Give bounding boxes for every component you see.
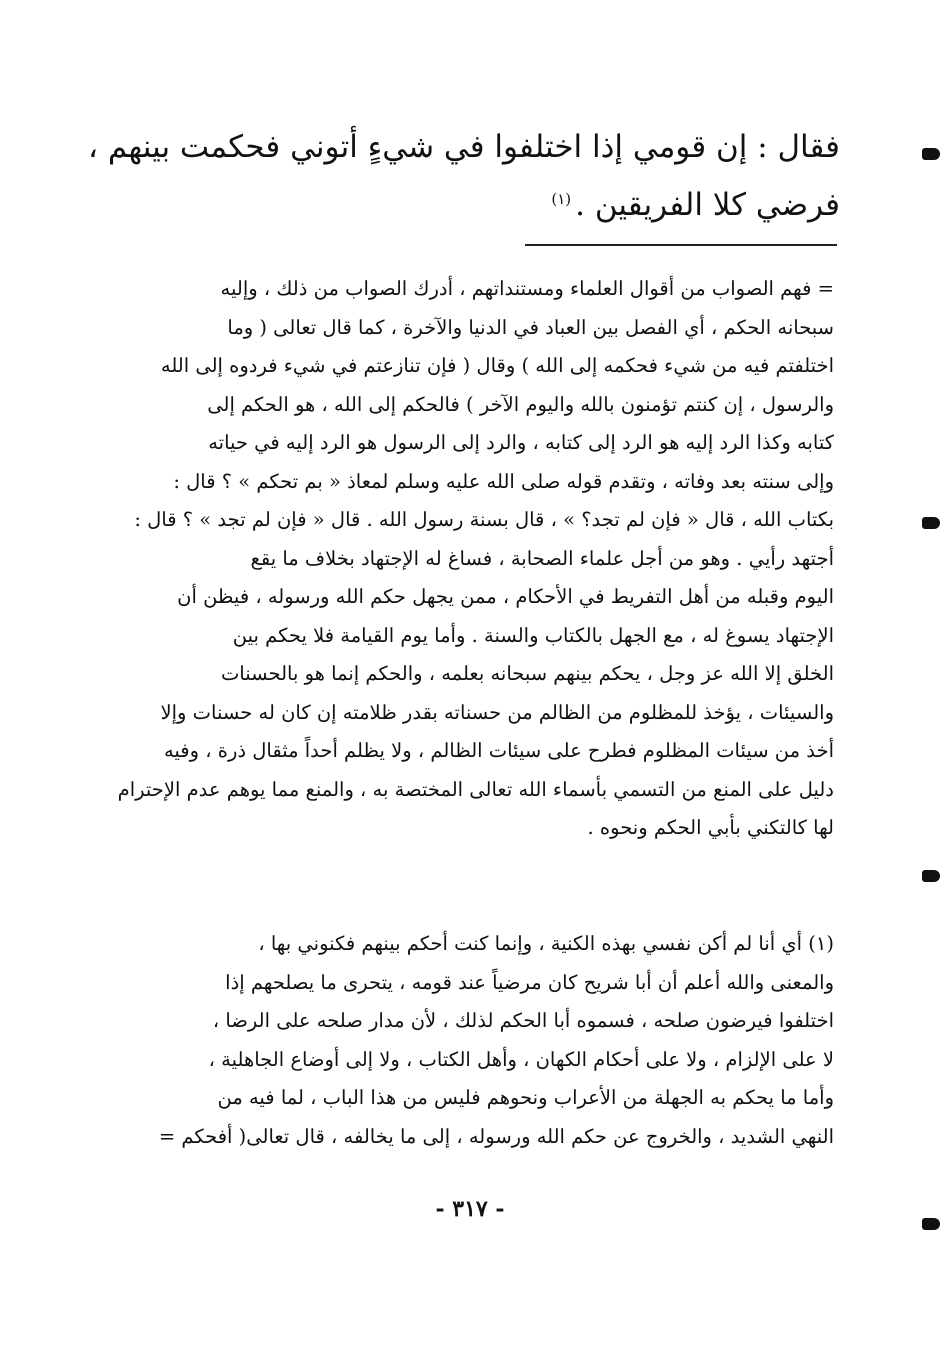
commentary-line: بكتاب الله ، قال « فإن لم تجد؟ » ، قال بسنة رسول الله . قال « فإن لم تجد » ؟ قال : <box>134 508 834 531</box>
footnote-line: (١) أي أنا لم أكن نفسي بهذه الكنية ، وإنما كنت أحكم بينهم فكنوني بها ، <box>258 932 834 955</box>
footnote-line: والمعنى والله أعلم أن أبا شريح كان مرضياً عند قومه ، يتحرى ما يصلحهم إذا <box>225 970 834 994</box>
page-number: - ٣١٧ - <box>435 1196 505 1222</box>
commentary-line: الإجتهاد يسوغ له ، مع الجهل بالكتاب والسنة . وأما يوم القيامة فلا يحكم بين <box>232 623 834 647</box>
footnote-line: لا على الإلزام ، ولا على أحكام الكهان ، وأهل الكتاب ، ولا إلى أوضاع الجاهلية ، <box>208 1047 834 1071</box>
commentary-line: اليوم وقبله من أهل التفريط في الأحكام ، ممن يجهل حكم الله ورسوله ، فيظن أن <box>177 585 834 608</box>
footnote-marker: (١) <box>551 189 572 208</box>
commentary-line: دليل على المنع من التسمي بأسماء الله تعالى المختصة به ، والمنع مما يوهم عدم الإحترام <box>117 777 834 801</box>
commentary-line: الخلق إلا الله عز وجل ، يحكم بينهم سبحانه بعلمه ، والحكم إنما هو بالحسنات <box>220 662 834 685</box>
commentary-line: وإلى سنته بعد وفاته ، وتقدم قوله صلى الله عليه وسلم لمعاذ « بم تحكم » ؟ قال : <box>173 469 834 493</box>
commentary-line: سبحانه الحكم ، أي الفصل بين العباد في الدنيا والآخرة ، كما قال تعالى ( وما <box>227 315 834 339</box>
commentary-line: كتابه وكذا الرد إليه هو الرد إلى كتابه ، والرد إلى الرسول هو الرد إليه في حياته <box>208 431 834 454</box>
footnote-line: وأما ما يحكم به الجهلة من الأعراب ونحوهم فليس من هذا الباب ، لما فيه من <box>217 1086 834 1109</box>
footnote-block <box>108 925 834 1156</box>
commentary-line: لها كالتكني بأبي الحكم ونحوه . <box>587 816 834 839</box>
commentary-block <box>108 270 834 848</box>
commentary-line: والسيئات ، يؤخذ للمظلوم من الظالم من حسناته بقدر ظلامته إن كان له حسنات وإلا <box>160 700 834 724</box>
footnote-line: النهي الشديد ، والخروج عن حكم الله ورسوله ، إلى ما يخالفه ، قال تعالى( أفحكم = <box>158 1124 834 1148</box>
main-text-line-1: فقال : إن قومي إذا اختلفوا في شيءٍ أتوني فحكمت بينهم ، <box>87 129 840 165</box>
commentary-line: أجتهد رأيي . وهو من أجل علماء الصحابة ، فساغ له الإجتهاد بخلاف ما يقع <box>250 546 834 570</box>
main-text-line-2-text: فرضي كلا الفريقين . <box>575 187 840 223</box>
commentary-line: اختلفتم فيه من شيء فحكمه إلى الله ) وقال ( فإن تنازعتم في شيء فردوه إلى الله <box>160 354 834 377</box>
binding-mark-2 <box>922 517 940 529</box>
main-text-line-2 <box>150 176 840 234</box>
main-text-block <box>87 118 840 234</box>
footnote-line: اختلفوا فيرضون صلحه ، فسموه أبا الحكم لذلك ، لأن مدار صلحه على الرضا ، <box>212 1009 834 1032</box>
binding-mark-3 <box>922 870 940 882</box>
commentary-line: = فهم الصواب من أقوال العلماء ومستنداتهم ، أدرك الصواب من ذلك ، وإليه <box>220 277 834 300</box>
binding-mark-4 <box>922 1218 940 1230</box>
commentary-line: أخذ من سيئات المظلوم فطرح على سيئات الظالم ، ولا يظلم أحداً مثقال ذرة ، وفيه <box>163 739 834 762</box>
footnote-separator-line <box>525 244 837 246</box>
binding-mark-1 <box>922 148 940 160</box>
commentary-line: والرسول ، إن كنتم تؤمنون بالله واليوم الآخر ) فالحكم إلى الله ، هو الحكم إلى <box>207 392 834 416</box>
